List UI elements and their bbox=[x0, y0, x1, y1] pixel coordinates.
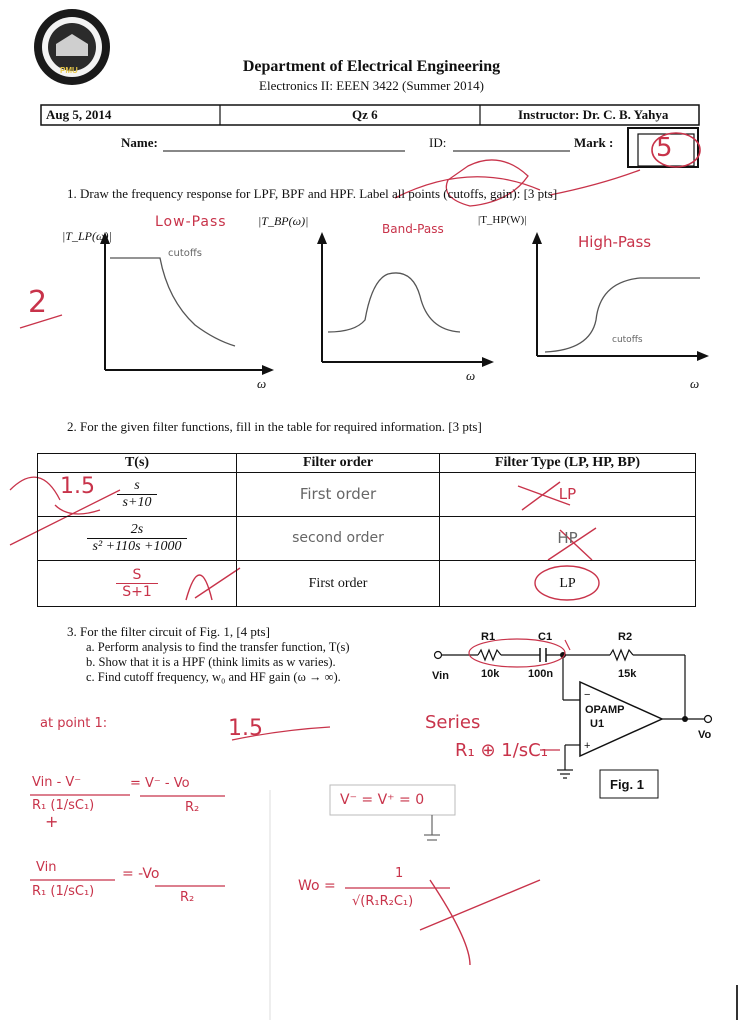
table-row bbox=[38, 561, 696, 607]
q3-text: 3. For the filter circuit of Fig. 1, [4 pts] bbox=[67, 624, 270, 639]
exam-date: Aug 5, 2014 bbox=[46, 107, 112, 122]
hw-series: Series bbox=[425, 712, 481, 733]
c1-label: C1 bbox=[538, 631, 553, 643]
table-row bbox=[38, 517, 696, 561]
hp-xlabel: ω bbox=[690, 376, 700, 391]
hp-ylabel: |T_HP(W)| bbox=[478, 214, 527, 226]
order-cell: second order bbox=[292, 530, 384, 546]
hw-at-point: at point 1: bbox=[40, 716, 108, 731]
c1-value: 100n bbox=[528, 668, 554, 680]
col-header-type: Filter Type (LP, HP, BP) bbox=[440, 454, 696, 473]
hw-vplus: V⁻ = V⁺ = 0 bbox=[340, 792, 425, 808]
hw-wo-num: 1 bbox=[395, 866, 404, 881]
hw-q2-score: 1.5 bbox=[60, 474, 95, 499]
instructor: Instructor: Dr. C. B. Yahya bbox=[518, 107, 669, 122]
order-cell: First order bbox=[299, 485, 377, 503]
hw-eq2-right: = -Vo bbox=[122, 866, 160, 882]
hw-eq2-den: R₁ (1/sC₁) bbox=[32, 884, 95, 899]
ts-fraction: $\frac{2s}{\text{s² +110s +1000}}$ bbox=[87, 522, 188, 555]
dept-title: Department of Electrical Engineering bbox=[242, 58, 501, 75]
course-title: Electronics II: EEEN 3422 (Summer 2014) bbox=[259, 78, 484, 93]
col-header-order: Filter order bbox=[237, 454, 440, 473]
hw-q3-score: 1.5 bbox=[228, 716, 263, 741]
hw-eq2-num: Vin bbox=[36, 860, 57, 875]
hw-eq1-den: R₁ (1/sC₁) bbox=[32, 798, 95, 813]
hw-cutoffs-hp: cutoffs bbox=[612, 335, 643, 345]
quiz-number: Qz 6 bbox=[352, 107, 378, 122]
ts-fraction: $\frac{S}{S+1}$ bbox=[116, 567, 158, 600]
type-cell: LP bbox=[558, 485, 577, 503]
r2-value: 15k bbox=[618, 668, 637, 680]
lp-ylabel: |T_LP(ω)| bbox=[62, 229, 112, 243]
r2-label: R2 bbox=[618, 631, 633, 643]
q2-text: 2. For the given filter functions, fill in the table for required information. [3 pts] bbox=[67, 419, 482, 434]
hw-q1-score: 2 bbox=[28, 285, 48, 320]
order-cell: First order bbox=[237, 561, 440, 607]
fig-label: Fig. 1 bbox=[610, 777, 644, 792]
hw-cutoffs-lp: cutoffs bbox=[168, 248, 202, 259]
q1-text: 1. Draw the frequency response for LPF, BPF and HPF. Label all points (cutoffs, gain): [3 pts] bbox=[67, 186, 558, 201]
lp-xlabel: ω bbox=[257, 376, 267, 391]
bpf-plot bbox=[317, 232, 494, 367]
col-header-ts: T(s) bbox=[38, 454, 237, 473]
q3-item-b: b. Show that it is a HPF (think limits as w varies). bbox=[86, 655, 336, 669]
hw-eq1-plus: + bbox=[45, 812, 59, 831]
r1-value: 10k bbox=[481, 668, 500, 680]
opamp-label: OPAMP bbox=[585, 704, 625, 716]
q3-item-a: a. Perform analysis to find the transfer function, T(s) bbox=[86, 640, 350, 654]
hw-wo-den: √(R₁R₂C₁) bbox=[352, 894, 414, 909]
hw-highpass: High-Pass bbox=[578, 233, 652, 251]
bp-xlabel: ω bbox=[466, 368, 476, 383]
mark-label: Mark : bbox=[574, 135, 614, 150]
name-label: Name: bbox=[121, 135, 158, 150]
vo-label: Vo bbox=[698, 729, 712, 741]
q3-item-c: c. Find cutoff frequency, w₀ and HF gain (ω → ∞). bbox=[86, 670, 341, 684]
logo-text: PMU bbox=[60, 66, 78, 75]
mark-value: 5 bbox=[656, 133, 673, 163]
filter-table bbox=[37, 453, 696, 607]
hw-eq1-right-den: R₂ bbox=[185, 800, 200, 815]
id-label: ID: bbox=[429, 135, 447, 150]
type-cell: LP bbox=[440, 561, 696, 607]
hw-lowpass: Low-Pass bbox=[155, 214, 227, 230]
type-cell: HP bbox=[557, 529, 578, 547]
hw-wo: Wo = bbox=[298, 878, 336, 894]
table-row bbox=[38, 473, 696, 517]
u1-label: U1 bbox=[590, 718, 605, 730]
ts-fraction: $\frac{s}{s+10}$ bbox=[117, 478, 158, 511]
hw-eq1-num: Vin - V⁻ bbox=[32, 775, 82, 790]
r1-label: R1 bbox=[481, 631, 496, 643]
hw-eq1-right: = V⁻ - Vo bbox=[130, 776, 190, 791]
hw-bandpass: Band-Pass bbox=[382, 222, 444, 236]
hw-series-eq: R₁ ⊕ 1/sC₁ bbox=[455, 740, 548, 761]
vin-label: Vin bbox=[432, 670, 449, 682]
bp-ylabel: |T_BP(ω)| bbox=[258, 214, 309, 228]
hw-eq2-right-den: R₂ bbox=[180, 890, 195, 905]
